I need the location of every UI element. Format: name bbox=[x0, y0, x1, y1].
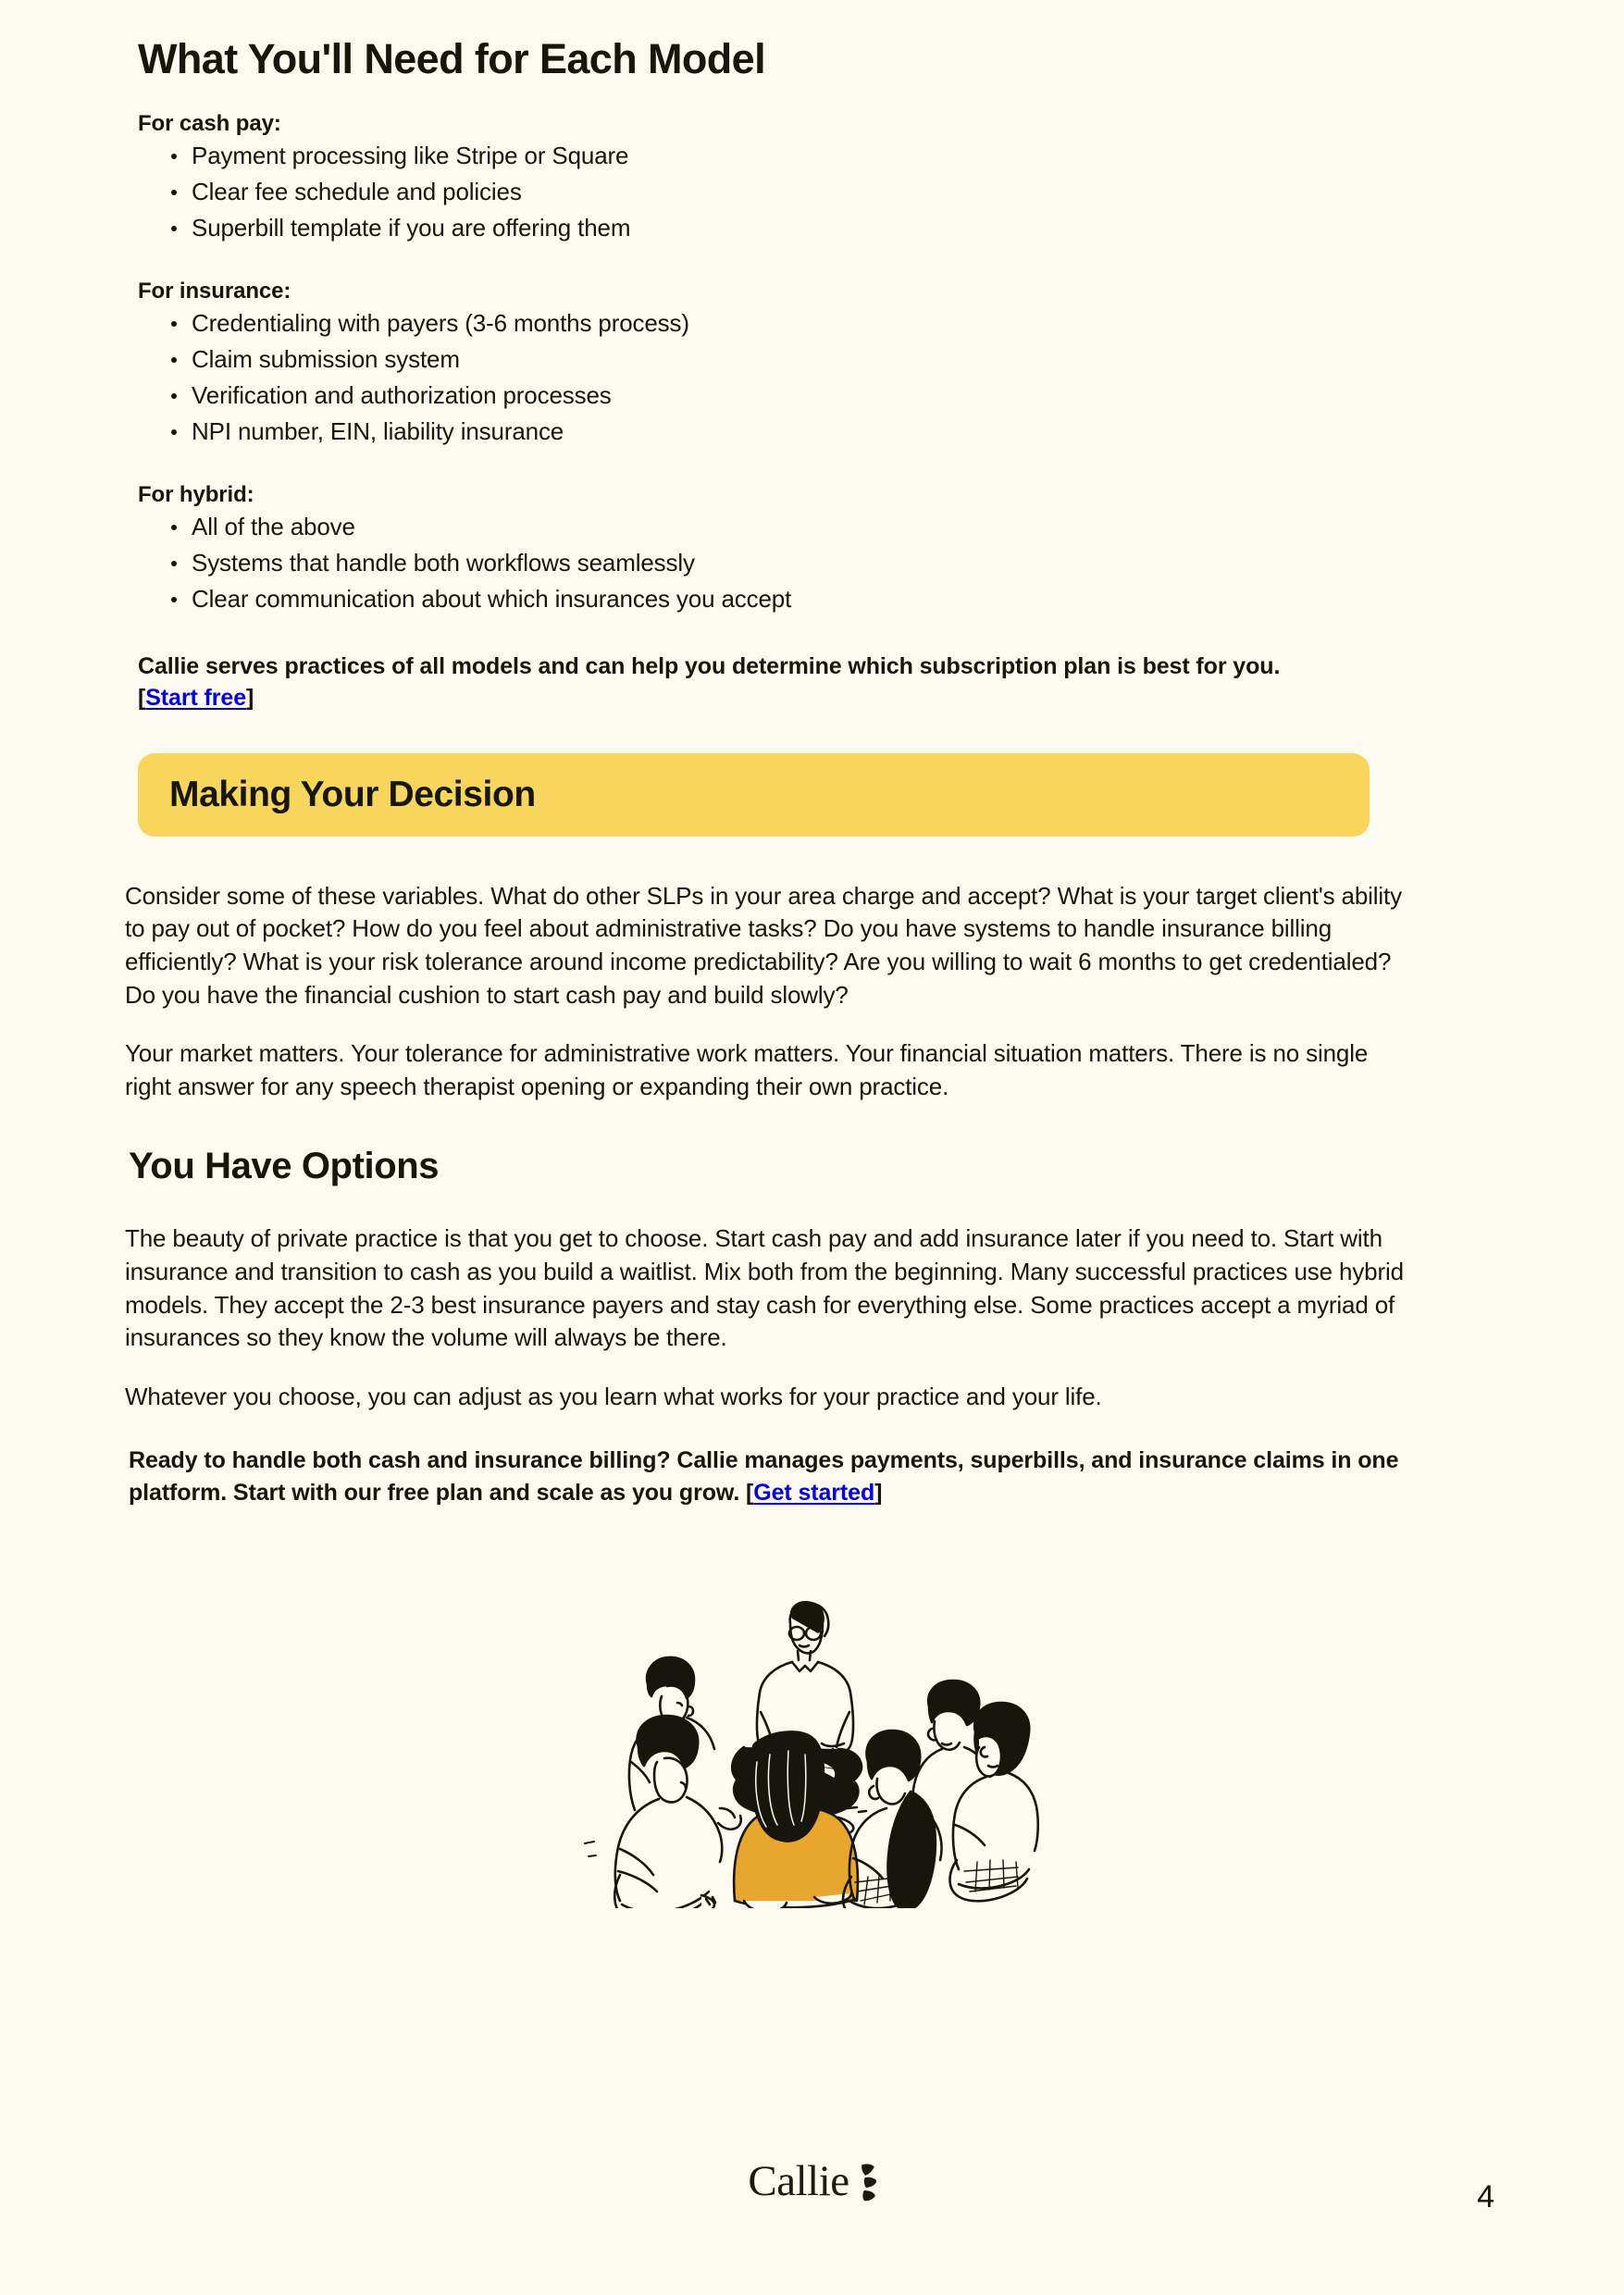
requirements-group-hybrid bbox=[125, 482, 1499, 611]
callout-get-started bbox=[125, 1445, 1424, 1508]
brand-logo bbox=[748, 2157, 875, 2205]
requirements-group-insurance bbox=[125, 279, 1499, 443]
requirements-group-cash-pay bbox=[125, 111, 1499, 240]
paragraph-beauty-of-private-practice: The beauty of private practice is that you get to choose. Start cash pay and add insurance later if you need to. Start with insurance and transition to cash as you build a waitlist. Mix both from the beginning. Many successful practices use hybrid models. They accept the 2-3 best insurance payers and stay cash for everything else. Some practices accept a myriad of insurances so they know the volume will always be there. bbox=[125, 1224, 1404, 1352]
list-item: Superbill template if you are offering them bbox=[166, 216, 1499, 240]
illustration-container bbox=[125, 1566, 1499, 1908]
section-banner-making-your-decision bbox=[138, 753, 1370, 837]
paragraph-whatever-you-choose: Whatever you choose, you can adjust as you learn what works for your practice and your life. bbox=[125, 1382, 1102, 1410]
list-label-hybrid: For hybrid: bbox=[138, 481, 254, 507]
list-label-insurance: For insurance: bbox=[138, 278, 291, 304]
group-of-people-sitting-in-circle-illustration bbox=[572, 1566, 1053, 1908]
page-number: 4 bbox=[1477, 2179, 1494, 2214]
list-item: NPI number, EIN, liability insurance bbox=[166, 419, 1499, 443]
page-footer bbox=[0, 2157, 1624, 2215]
list-item: Payment processing like Stripe or Square bbox=[166, 143, 1499, 167]
callout-start-free bbox=[125, 651, 1285, 714]
callout-text: Callie serves practices of all models and can help you determine which subscription plan is best for you. [ bbox=[138, 652, 1281, 712]
callout-suffix: ] bbox=[246, 685, 254, 712]
start-free-link[interactable]: Start free bbox=[145, 685, 247, 712]
bullet-list-cash-pay bbox=[138, 143, 1499, 240]
list-label-cash-pay: For cash pay: bbox=[138, 110, 281, 136]
list-item: All of the above bbox=[166, 515, 1499, 539]
bullet-list-hybrid bbox=[138, 512, 1499, 613]
heading-you-have-options: You Have Options bbox=[129, 1146, 440, 1187]
list-item: Clear communication about which insurances you accept bbox=[166, 587, 1499, 611]
callout-suffix: ] bbox=[874, 1479, 883, 1506]
callout-text: Ready to handle both cash and insurance billing? Callie manages payments, superbills, and insurance claims in one platform. Start with our free plan and scale as you grow. [ bbox=[129, 1447, 1399, 1506]
page-title: What You'll Need for Each Model bbox=[138, 35, 765, 82]
paragraph-market-matters: Your market matters. Your tolerance for administrative work matters. Your financial situation matters. There is no single right answer for any speech therapist opening or expanding their own practice. bbox=[125, 1039, 1369, 1100]
list-item: Systems that handle both workflows seamlessly bbox=[166, 551, 1499, 575]
list-item: Claim submission system bbox=[166, 347, 1499, 371]
banner-heading: Making Your Decision bbox=[169, 774, 536, 814]
flower-burst-icon bbox=[852, 2163, 876, 2203]
brand-wordmark: Callie bbox=[748, 2157, 849, 2205]
list-item: Verification and authorization processes bbox=[166, 383, 1499, 407]
paragraph-consider-variables: Consider some of these variables. What do other SLPs in your area charge and accept? What is your target client's ability to pay out of pocket? How do you feel about administrative tasks? Do you have systems to handle insurance billing efficiently? What is your risk tolerance around income predictability? Are you willing to wait 6 months to get credentialed? Do you have the financial cushion to start cash pay and build slowly? bbox=[125, 881, 1402, 1009]
list-item: Credentialing with payers (3-6 months process) bbox=[166, 311, 1499, 335]
bullet-list-insurance bbox=[138, 308, 1499, 445]
get-started-link[interactable]: Get started bbox=[753, 1479, 875, 1506]
list-item: Clear fee schedule and policies bbox=[166, 180, 1499, 204]
